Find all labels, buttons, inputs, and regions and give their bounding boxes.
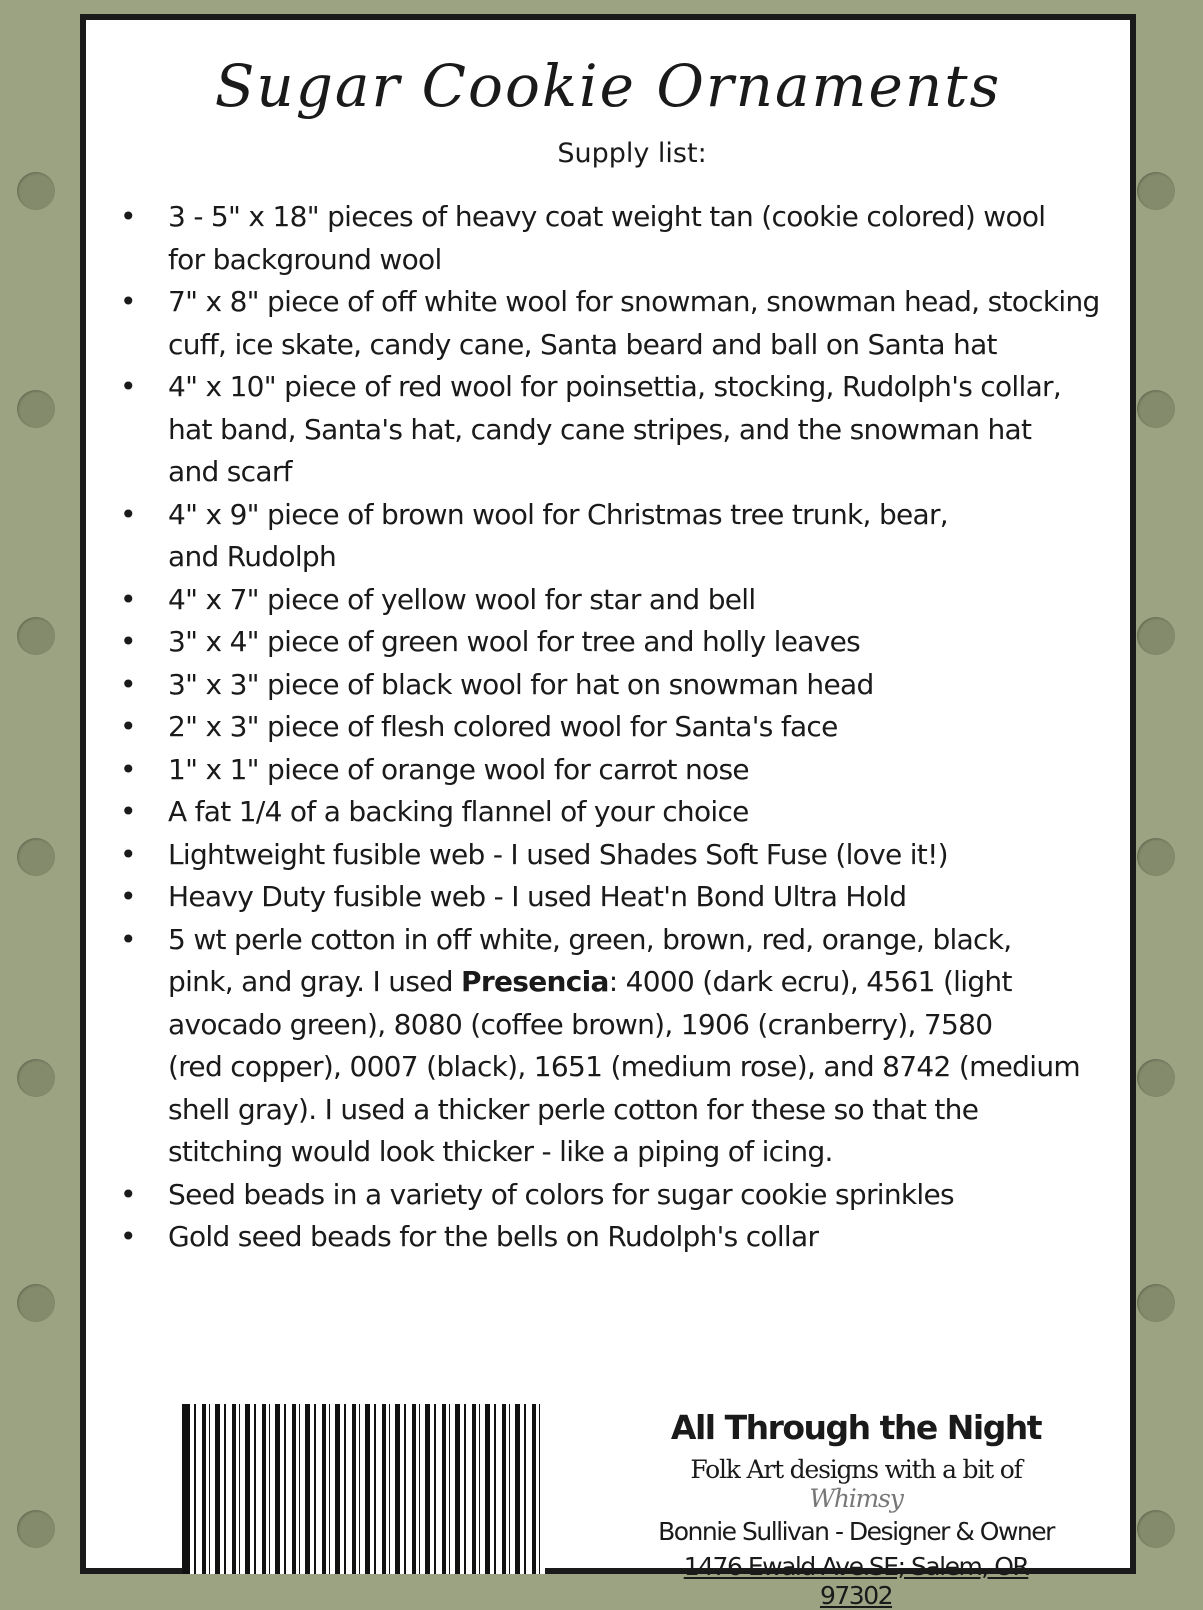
decorative-dot: [1137, 390, 1175, 428]
bullet-icon: [120, 281, 142, 324]
publisher-address: 1476 Ewald Ave.SE; Salem, OR 97302: [683, 1552, 1029, 1610]
bullet-icon: [120, 366, 142, 409]
publisher-block: [646, 1408, 1066, 1610]
list-item: [120, 749, 1120, 792]
list-item-text: 4" x 7" piece of yellow wool for star and bell: [168, 582, 756, 616]
bullet-icon: [120, 579, 142, 622]
pattern-title: Sugar Cookie Ornaments: [214, 52, 1002, 120]
decorative-dot: [17, 838, 55, 876]
list-item-text: 5 wt perle cotton in off white, green, brown, red, orange, black, pink, and gray. I used Presencia: 4000 (dark ecru), 4561 (light avocado green), 8080 (coffee brown), 1906 (cranberry), 7580 (red copper), 0007 (black), 1651 (medium rose), and 8742 (medium shell gray). I used a thicker perle cotton for these so that the stitching would look thicker - like a piping of icing.: [168, 922, 1080, 1168]
bullet-icon: [120, 706, 142, 749]
decorative-dot: [1137, 1510, 1175, 1548]
list-item-text: Heavy Duty fusible web - I used Heat'n Bond Ultra Hold: [168, 880, 907, 913]
brand-name-presencia: Presencia: [461, 965, 609, 998]
list-item-text: 2" x 3" piece of flesh colored wool for Santa's face: [168, 710, 838, 743]
list-item: [120, 281, 1120, 366]
list-item-text: A fat 1/4 of a backing flannel of your choice: [168, 795, 749, 828]
decorative-dot: [17, 1059, 55, 1097]
decorative-dot: [1137, 838, 1175, 876]
list-item: [120, 919, 1120, 1174]
supply-list-heading: Supply list:: [557, 138, 707, 169]
decorative-dot: [17, 617, 55, 655]
list-item: [120, 1216, 1120, 1259]
bullet-icon: [120, 1216, 142, 1259]
decorative-dot: [17, 1510, 55, 1548]
decorative-dot: [1137, 1059, 1175, 1097]
list-item-text: 1" x 1" piece of orange wool for carrot nose: [168, 752, 749, 786]
list-item-text: 3 - 5" x 18" pieces of heavy coat weight tan (cookie colored) wool for background wool: [168, 200, 1046, 276]
list-item-text: 3" x 4" piece of green wool for tree and holly leaves: [168, 625, 861, 658]
decorative-dot: [1137, 617, 1175, 655]
barcode: [182, 1404, 545, 1574]
decorative-dot: [1137, 1284, 1175, 1322]
list-item: [120, 834, 1120, 877]
bullet-icon: [120, 749, 142, 792]
pattern-card: [80, 14, 1136, 1610]
supply-list: [120, 196, 1120, 1259]
decorative-dot: [17, 172, 55, 210]
list-item-text: 3" x 3" piece of black wool for hat on snowman head: [168, 667, 874, 701]
list-item: [120, 621, 1120, 664]
publisher-name: All Through the Night: [670, 1408, 1042, 1447]
list-item-text: 4" x 9" piece of brown wool for Christmas tree trunk, bear, and Rudolph: [168, 497, 949, 573]
list-item: [120, 196, 1120, 281]
publisher-tagline: Folk Art designs with a bit of Whimsy: [690, 1455, 1022, 1513]
list-item: [120, 706, 1120, 749]
bullet-icon: [120, 494, 142, 537]
bullet-icon: [120, 791, 142, 834]
bullet-icon: [120, 196, 142, 239]
bullet-icon: [120, 621, 142, 664]
list-item: [120, 664, 1120, 707]
bullet-icon: [120, 664, 142, 707]
list-item: [120, 1174, 1120, 1217]
bullet-icon: [120, 834, 142, 877]
list-item-text: 7" x 8" piece of off white wool for snowman, snowman head, stocking cuff, ice skate, candy cane, Santa beard and ball on Santa hat: [168, 285, 1100, 361]
designer-credit: Bonnie Sullivan - Designer & Owner: [658, 1517, 1054, 1546]
list-item: [120, 494, 1120, 579]
list-item-text: 4" x 10" piece of red wool for poinsettia, stocking, Rudolph's collar, hat band, Santa's hat, candy cane stripes, and the snowman hat and scarf: [168, 370, 1062, 488]
list-item-text: Gold seed beads for the bells on Rudolph's collar: [168, 1220, 819, 1253]
list-item: [120, 791, 1120, 834]
list-item: [120, 876, 1120, 919]
bullet-icon: [120, 1174, 142, 1217]
list-item: [120, 366, 1120, 494]
decorative-dot: [17, 390, 55, 428]
list-item-text: Seed beads in a variety of colors for sugar cookie sprinkles: [168, 1177, 954, 1211]
decorative-dot: [1137, 172, 1175, 210]
bullet-icon: [120, 876, 142, 919]
list-item: [120, 579, 1120, 622]
bullet-icon: [120, 919, 142, 962]
list-item-text: Lightweight fusible web - I used Shades Soft Fuse (love it!): [168, 837, 948, 871]
decorative-dot: [17, 1284, 55, 1322]
